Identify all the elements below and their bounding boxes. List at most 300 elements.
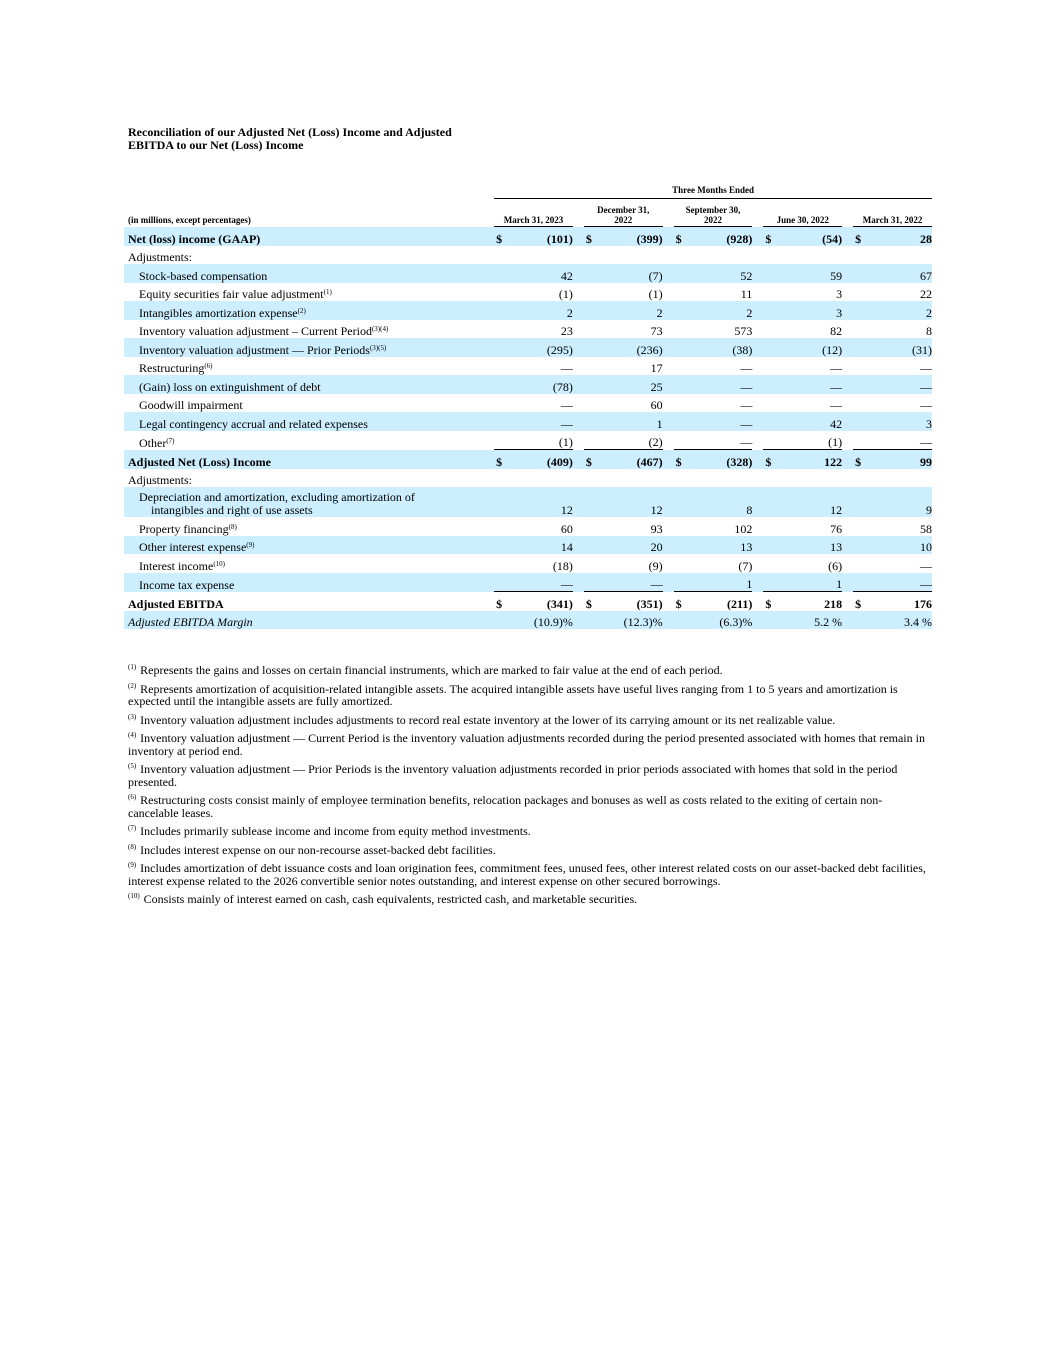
currency-symbol [674, 394, 684, 413]
currency-symbol [763, 611, 773, 630]
footnote [128, 825, 928, 838]
column-gap [842, 611, 853, 630]
table-row [124, 227, 932, 246]
value-cell: (928) [684, 227, 753, 246]
table-row [124, 536, 932, 555]
footnotes [128, 664, 928, 912]
value-cell: 1 [684, 573, 753, 592]
currency-symbol [584, 264, 594, 283]
row-label-text: Equity securities fair value adjustment [139, 287, 324, 301]
column-header [674, 199, 753, 227]
footnote-ref: (10) [213, 559, 225, 568]
row-label-text: Other interest expense [139, 540, 247, 554]
value-cell: 2 [863, 301, 932, 320]
currency-symbol [494, 412, 504, 431]
currency-symbol [763, 357, 773, 376]
column-gap [663, 338, 674, 357]
value-cell: 102 [734, 521, 753, 536]
table-row [124, 301, 932, 320]
value-cell: — [560, 398, 573, 412]
column-gap [842, 554, 853, 573]
column-gap [573, 450, 584, 469]
column-header [763, 199, 842, 227]
column-gap [752, 592, 763, 611]
currency-symbol [674, 264, 684, 283]
column-gap [752, 320, 763, 339]
column-gap [752, 536, 763, 555]
value-cell: — [774, 375, 843, 394]
value-cell: 12 [504, 487, 573, 517]
value-cell: 1 [594, 412, 663, 431]
value-cell: — [594, 573, 663, 592]
column-gap [752, 357, 763, 376]
value-cell: 76 [830, 521, 843, 536]
value-cell: 73 [650, 324, 663, 338]
row-label-text: Adjusted EBITDA Margin [128, 615, 253, 629]
value-cell: — [863, 573, 932, 592]
currency-symbol [584, 320, 594, 339]
currency-symbol [494, 301, 504, 320]
value-cell: (236) [594, 338, 663, 357]
value-cell: 573 [734, 324, 753, 338]
column-gap [663, 431, 674, 450]
column-gap [663, 517, 674, 536]
footnote [128, 683, 928, 708]
table-row [124, 338, 932, 357]
footnote [128, 844, 928, 857]
footnote-text: Includes interest expense on our non-recourse asset-backed debt facilities. [140, 842, 496, 857]
column-gap [752, 412, 763, 431]
table-row [124, 517, 932, 536]
title-line-1: Reconciliation of our Adjusted Net (Loss) Income and Adjusted [128, 125, 452, 139]
value-cell: 3 [774, 301, 843, 320]
currency-symbol [674, 517, 684, 536]
currency-symbol [853, 394, 863, 413]
currency-symbol: $ [584, 592, 594, 611]
currency-symbol [763, 536, 773, 555]
column-header [494, 199, 573, 227]
currency-symbol [674, 573, 684, 592]
row-label-text: Inventory valuation adjustment — Prior Periods [139, 342, 370, 357]
value-cell: — [920, 558, 932, 573]
value-cell: — [560, 361, 573, 375]
currency-symbol [674, 375, 684, 394]
value-cell: 82 [830, 324, 843, 338]
value-cell: (328) [684, 450, 753, 469]
column-gap [842, 450, 853, 469]
value-cell: — [920, 398, 932, 412]
currency-symbol [674, 412, 684, 431]
value-cell: (409) [504, 450, 573, 469]
footnote-ref: (2) [297, 306, 306, 315]
value-cell: 8 [684, 487, 753, 517]
value-cell: 20 [594, 536, 663, 555]
currency-symbol [674, 283, 684, 302]
value-cell: (295) [504, 338, 573, 357]
row-label [124, 412, 494, 431]
column-gap [842, 412, 853, 431]
value-cell: 42 [504, 264, 573, 283]
footnote-text: Inventory valuation adjustment includes adjustments to record real estate inventory at the lower of its carrying amount or its net realizable value. [140, 712, 836, 727]
currency-symbol [763, 301, 773, 320]
footnote-mark: (4) [128, 731, 137, 739]
currency-symbol [763, 283, 773, 302]
row-label [124, 394, 494, 413]
table-row [124, 431, 932, 450]
currency-symbol [763, 431, 773, 450]
currency-symbol [674, 536, 684, 555]
currency-symbol: $ [674, 450, 684, 469]
currency-symbol [853, 320, 863, 339]
column-gap [663, 611, 674, 630]
column-gap [752, 554, 763, 573]
value-cell: 60 [560, 521, 573, 536]
footnote-ref: (3)(5) [369, 343, 387, 352]
footnote-text: Inventory valuation adjustment — Prior Periods is the inventory valuation adjustments recorded in prior periods associated with homes that sold in the period presented. [128, 762, 898, 789]
row-label-text: Adjusted EBITDA [128, 596, 224, 611]
table-row [124, 592, 932, 611]
currency-symbol: $ [584, 227, 594, 246]
table-row [124, 469, 932, 488]
group-header: Three Months Ended [494, 180, 932, 199]
value-cell: 13 [684, 536, 753, 555]
column-gap [663, 394, 674, 413]
footnote-ref: (7) [166, 436, 175, 445]
currency-symbol [853, 264, 863, 283]
currency-symbol: $ [674, 592, 684, 611]
column-gap [573, 412, 584, 431]
column-gap [573, 357, 584, 376]
row-label [124, 487, 494, 517]
currency-symbol [584, 412, 594, 431]
currency-symbol: $ [763, 450, 773, 469]
currency-symbol [853, 554, 863, 573]
currency-symbol [494, 357, 504, 376]
currency-symbol: $ [853, 592, 863, 611]
value-cell: 12 [774, 487, 843, 517]
currency-symbol [494, 283, 504, 302]
currency-symbol: $ [763, 227, 773, 246]
value-cell: (10.9)% [504, 611, 573, 630]
row-label-text: Stock-based compensation [139, 268, 268, 283]
table-row [124, 283, 932, 302]
currency-symbol [674, 320, 684, 339]
currency-symbol [584, 283, 594, 302]
footnote [128, 794, 928, 819]
value-cell: 28 [863, 227, 932, 246]
row-label [124, 283, 494, 302]
value-cell: 93 [650, 521, 663, 536]
column-gap [573, 517, 584, 536]
column-gap [842, 264, 853, 283]
value-cell: 218 [774, 592, 843, 611]
table-row [124, 394, 932, 413]
currency-symbol [763, 412, 773, 431]
footnote-text: Inventory valuation adjustment — Current Period is the inventory valuation adjustments recorded during the period presented associated with homes that remain in inventory at period end. [128, 731, 925, 758]
column-gap [573, 375, 584, 394]
row-label [124, 264, 494, 283]
currency-symbol [763, 320, 773, 339]
table-row [124, 611, 932, 630]
row-label [124, 517, 494, 536]
currency-symbol: $ [494, 227, 504, 246]
column-gap [663, 264, 674, 283]
table-row [124, 554, 932, 573]
currency-symbol [584, 517, 594, 536]
column-gap [842, 592, 853, 611]
column-gap [752, 264, 763, 283]
currency-symbol [494, 375, 504, 394]
table-row [124, 375, 932, 394]
column-gap [573, 264, 584, 283]
value-cell: 122 [774, 450, 843, 469]
column-gap [752, 487, 763, 517]
footnote-mark: (9) [128, 861, 137, 869]
column-gap [752, 573, 763, 592]
column-gap [842, 199, 853, 227]
column-gap [752, 450, 763, 469]
value-cell: 2 [684, 301, 753, 320]
row-filler [494, 469, 932, 488]
currency-symbol: $ [763, 592, 773, 611]
column-gap [663, 592, 674, 611]
value-cell: 58 [920, 521, 932, 536]
footnote-mark: (10) [128, 892, 140, 900]
column-gap [752, 301, 763, 320]
column-gap [752, 517, 763, 536]
currency-symbol [494, 611, 504, 630]
column-gap [573, 394, 584, 413]
value-cell: 60 [650, 398, 663, 412]
column-gap [573, 199, 584, 227]
row-label [124, 554, 494, 573]
value-cell: 3 [836, 287, 843, 301]
currency-symbol [494, 536, 504, 555]
currency-symbol [674, 357, 684, 376]
value-cell: (399) [594, 227, 663, 246]
currency-symbol [584, 554, 594, 573]
value-cell: — [740, 398, 753, 412]
column-gap [752, 394, 763, 413]
value-cell: 11 [740, 287, 753, 301]
value-cell: 14 [504, 536, 573, 555]
value-cell: (12) [774, 338, 843, 357]
value-cell: 67 [863, 264, 932, 283]
table-row [124, 487, 932, 517]
currency-symbol [674, 611, 684, 630]
column-header [853, 199, 932, 227]
column-gap [573, 487, 584, 517]
value-cell: 3.4 % [863, 611, 932, 630]
footnote [128, 714, 928, 727]
value-cell: — [863, 375, 932, 394]
value-cell: (1) [648, 287, 663, 301]
column-gap [663, 301, 674, 320]
value-cell: (31) [863, 338, 932, 357]
column-gap [842, 375, 853, 394]
column-gap [573, 536, 584, 555]
column-gap [663, 412, 674, 431]
footnote-mark: (6) [128, 793, 137, 801]
column-header-line: September 30, [685, 205, 741, 215]
value-cell: (54) [774, 227, 843, 246]
row-label-text: Intangibles amortization expense [139, 305, 298, 320]
currency-symbol: $ [853, 450, 863, 469]
column-gap [573, 320, 584, 339]
currency-symbol [674, 554, 684, 573]
footnote-text: Represents the gains and losses on certain financial instruments, which are marked to fair value at the end of each period. [140, 663, 723, 677]
value-cell: 22 [920, 287, 932, 301]
currency-symbol [494, 517, 504, 536]
footnote-mark: (7) [128, 824, 137, 832]
column-gap [573, 338, 584, 357]
row-label [124, 536, 494, 555]
column-gap [573, 301, 584, 320]
currency-symbol [674, 487, 684, 517]
column-header-line: March 31, 2023 [503, 214, 564, 225]
row-label [124, 301, 494, 320]
row-label [124, 592, 494, 611]
value-cell: — [504, 412, 573, 431]
value-cell: (341) [504, 592, 573, 611]
currency-symbol [584, 375, 594, 394]
footnote-ref: (9) [246, 541, 255, 549]
column-gap [752, 431, 763, 450]
currency-symbol [584, 573, 594, 592]
currency-symbol [853, 301, 863, 320]
value-cell: 12 [594, 487, 663, 517]
value-cell: 176 [863, 592, 932, 611]
row-label-text: (Gain) loss on extinguishment of debt [139, 379, 321, 394]
value-cell: (78) [504, 375, 573, 394]
table-row [124, 264, 932, 283]
row-label [124, 338, 494, 357]
row-label-text: Net (loss) income (GAAP) [128, 231, 261, 246]
footnote-ref: (1) [323, 288, 332, 296]
column-gap [842, 338, 853, 357]
value-cell: 99 [863, 450, 932, 469]
row-label [124, 227, 494, 246]
value-cell: — [684, 375, 753, 394]
row-label [124, 246, 494, 265]
currency-symbol [494, 431, 504, 450]
column-gap [573, 611, 584, 630]
footnote-mark: (3) [128, 712, 137, 721]
value-cell: (7) [594, 264, 663, 283]
value-cell: — [504, 573, 573, 592]
row-label [124, 450, 494, 469]
column-header-line: 2022 [614, 214, 633, 225]
column-gap [663, 573, 674, 592]
value-cell: 9 [863, 487, 932, 517]
value-cell: (6) [828, 558, 843, 573]
value-cell: 25 [594, 375, 663, 394]
column-gap [752, 227, 763, 246]
currency-symbol [494, 320, 504, 339]
reconciliation-table [124, 180, 932, 629]
column-gap [573, 573, 584, 592]
currency-symbol [763, 554, 773, 573]
footnote-text: Includes amortization of debt issuance costs and loan origination fees, commitment fees, unused fees, other interest related costs on our asset-backed debt facilities, interest expense related to the 2026 convertible senior notes outstanding, and interest expense on other secured borrowings. [128, 861, 926, 888]
currency-symbol [674, 431, 684, 450]
currency-symbol [853, 338, 863, 357]
row-label [124, 357, 494, 376]
column-gap [663, 227, 674, 246]
row-label [124, 573, 494, 592]
row-label [124, 469, 494, 488]
column-gap [842, 227, 853, 246]
value-cell: 17 [650, 361, 663, 375]
value-cell: 8 [926, 324, 932, 338]
currency-symbol [584, 394, 594, 413]
column-gap [842, 487, 853, 517]
row-filler [494, 246, 932, 265]
currency-symbol [853, 487, 863, 517]
currency-symbol [584, 487, 594, 517]
footnote [128, 763, 928, 788]
currency-symbol [853, 573, 863, 592]
column-gap [752, 375, 763, 394]
column-gap [663, 536, 674, 555]
currency-symbol [494, 394, 504, 413]
currency-symbol [853, 431, 863, 450]
currency-symbol [853, 375, 863, 394]
row-label [124, 320, 494, 339]
row-label-text: Restructuring [139, 361, 205, 375]
currency-symbol: $ [494, 450, 504, 469]
currency-symbol [853, 536, 863, 555]
row-label [124, 375, 494, 394]
currency-symbol [494, 264, 504, 283]
row-label-text: Income tax expense [139, 577, 235, 592]
value-cell: (7) [738, 558, 753, 573]
currency-symbol [584, 611, 594, 630]
column-gap [752, 199, 763, 227]
footnote-mark: (8) [128, 842, 137, 851]
column-gap [663, 283, 674, 302]
column-gap [663, 450, 674, 469]
value-cell: (1) [558, 287, 573, 301]
column-gap [842, 301, 853, 320]
value-cell: — [740, 435, 753, 449]
row-label-text: Adjusted Net (Loss) Income [128, 454, 271, 469]
value-cell: 52 [684, 264, 753, 283]
currency-symbol [494, 487, 504, 517]
column-header [584, 199, 663, 227]
value-cell: 13 [774, 536, 843, 555]
footnote-ref: (6) [204, 362, 213, 370]
footnote-mark: (1) [128, 663, 137, 671]
currency-symbol [763, 517, 773, 536]
column-gap [842, 431, 853, 450]
value-cell: (1) [828, 435, 843, 449]
row-label-text: Legal contingency accrual and related expenses [139, 416, 368, 431]
column-gap [842, 394, 853, 413]
value-cell: (351) [594, 592, 663, 611]
value-cell: 59 [774, 264, 843, 283]
value-cell: 23 [560, 324, 573, 338]
value-cell: (2) [648, 435, 663, 449]
row-label-line: intangibles and right of use assets [151, 503, 313, 517]
row-label-text: Goodwill impairment [139, 398, 243, 412]
table-row [124, 320, 932, 339]
column-gap [573, 592, 584, 611]
row-label-text: Adjustments: [128, 473, 193, 487]
footnote [128, 862, 928, 887]
column-gap [573, 554, 584, 573]
currency-symbol [584, 536, 594, 555]
value-cell: (101) [504, 227, 573, 246]
